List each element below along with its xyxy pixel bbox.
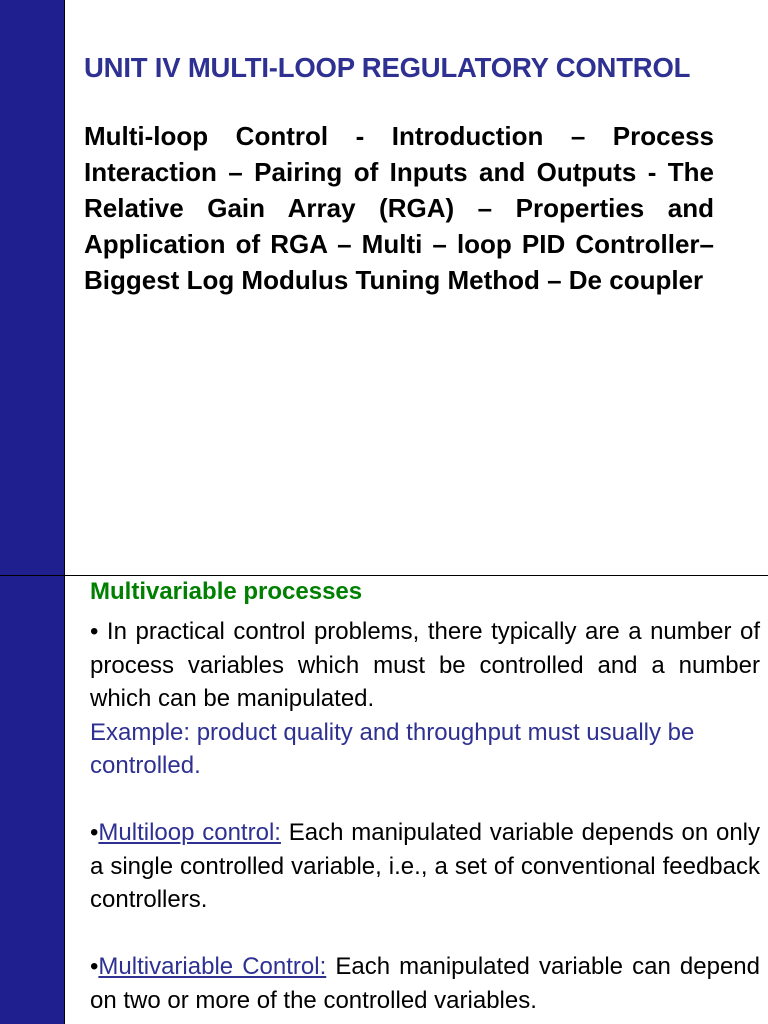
multivariable-paragraph <box>90 950 760 1017</box>
slide-1-side-bar <box>0 0 65 576</box>
slide-2 <box>0 576 768 1024</box>
multivariable-definition: Each manipulated variable can depend on two or more of the controlled variables. <box>90 953 760 1014</box>
syllabus-text: Multi-loop Control - Introduction – Process Interaction – Pairing of Inputs and Outputs - The Relative Gain Array (RGA) – Properties and Application of RGA – Multi – loop PID Controller– Biggest Log Modulus Tuning Method – De coupler <box>84 121 714 295</box>
multiloop-definition: Each manipulated variable depends on only a single controlled variable, i.e., a set of conventional feedback controllers. <box>90 819 761 913</box>
multiloop-control-term[interactable]: Multiloop control: <box>98 819 281 846</box>
bullet-icon: • <box>90 618 99 645</box>
spacer <box>90 783 760 817</box>
slide-2-content <box>90 615 760 1017</box>
intro-paragraph <box>90 615 760 716</box>
multiloop-paragraph <box>90 816 760 917</box>
multivariable-processes-heading: Multivariable processes <box>90 578 363 605</box>
multivariable-control-term[interactable]: Multivariable Control: <box>98 953 327 980</box>
unit-title: UNIT IV MULTI-LOOP REGULATORY CONTROL <box>84 52 691 83</box>
slide-2-side-bar <box>0 576 65 1024</box>
example-text: Example: product quality and throughput must usually be controlled. <box>90 718 695 779</box>
multiloop-bullet: • <box>90 819 99 846</box>
multivariable-bullet: • <box>90 953 99 980</box>
intro-text: In practical control problems, there typically are a number of process variables which must be controlled and a number which can be manipulated. <box>90 618 760 712</box>
spacer <box>90 917 760 951</box>
